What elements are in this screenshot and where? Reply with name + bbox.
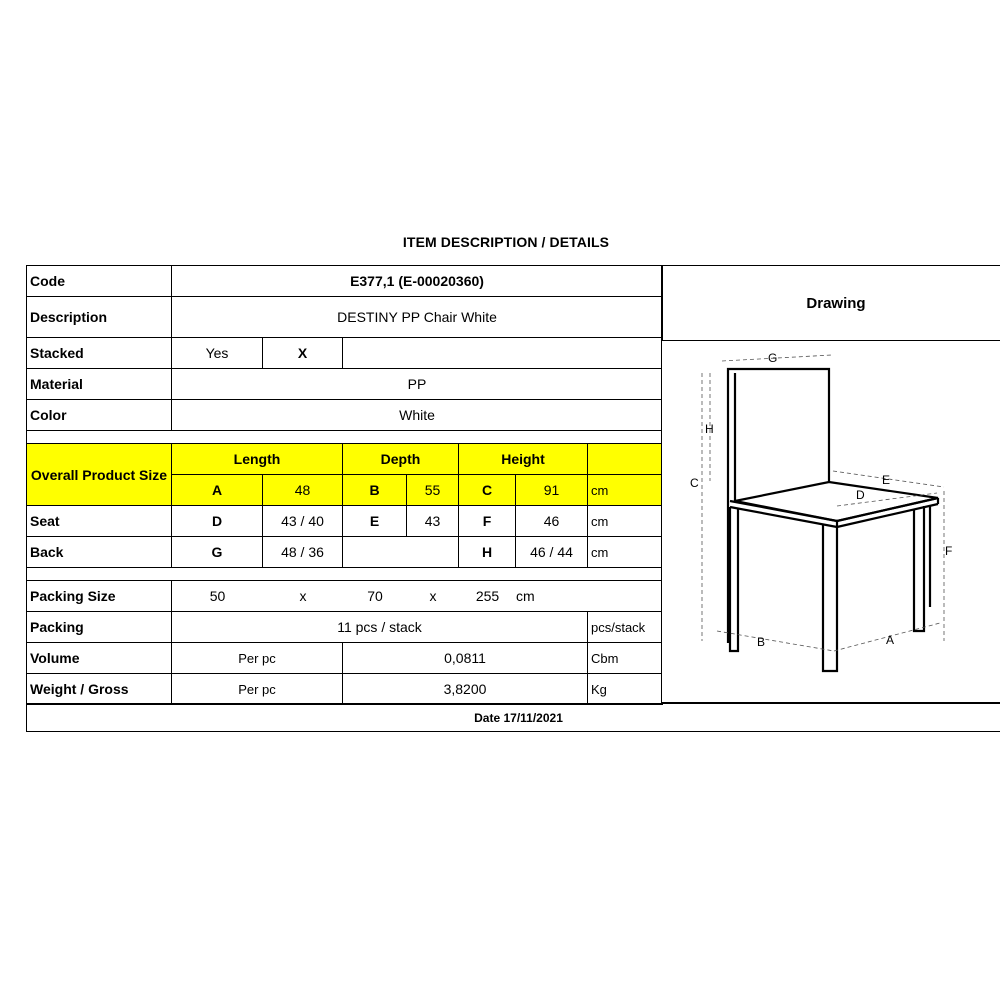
spacer-row xyxy=(27,568,663,581)
depth-header: Depth xyxy=(343,444,459,475)
packing-size-sep-2: x xyxy=(429,588,437,604)
code-value: E377,1 (E-00020360) xyxy=(172,266,663,297)
dim-e-letter: E xyxy=(343,506,407,537)
dim-d-value: 43 / 40 xyxy=(263,506,343,537)
chair-drawing xyxy=(662,341,1000,702)
overall-unit: cm xyxy=(588,475,663,506)
chair-outline xyxy=(728,369,938,671)
spacer-row xyxy=(27,431,663,444)
drawing-label-e: E xyxy=(882,473,891,487)
dim-h-letter: H xyxy=(459,537,516,568)
weight-label: Weight / Gross xyxy=(27,674,172,705)
stacked-label: Stacked xyxy=(27,338,172,369)
packing-unit: pcs/stack xyxy=(588,612,663,643)
dim-c-value: 91 xyxy=(516,475,588,506)
volume-label: Volume xyxy=(27,643,172,674)
overall-size-label: Overall Product Size xyxy=(27,444,172,506)
length-header: Length xyxy=(172,444,343,475)
drawing-label-g: G xyxy=(768,351,778,365)
volume-value: 0,0811 xyxy=(343,643,588,674)
volume-unit: Cbm xyxy=(588,643,663,674)
packing-size-values xyxy=(172,581,663,612)
back-empty-cell xyxy=(343,537,459,568)
packing-size-length: 50 xyxy=(209,588,226,604)
weight-unit: Kg xyxy=(588,674,663,705)
packing-label: Packing xyxy=(27,612,172,643)
weight-value: 3,8200 xyxy=(343,674,588,705)
dim-b-value: 55 xyxy=(407,475,459,506)
date-footer: Date 17/11/2021 xyxy=(26,703,1000,732)
packing-size-width: 70 xyxy=(367,588,383,604)
drawing-panel xyxy=(661,265,1000,703)
dim-b-letter: B xyxy=(343,475,407,506)
dim-g-letter: G xyxy=(172,537,263,568)
color-label: Color xyxy=(27,400,172,431)
back-label: Back xyxy=(27,537,172,568)
code-label: Code xyxy=(27,266,172,297)
packing-value: 11 pcs / stack xyxy=(172,612,588,643)
stacked-empty xyxy=(343,338,663,369)
stacked-mark: X xyxy=(263,338,343,369)
dim-a-letter: A xyxy=(172,475,263,506)
drawing-label-d: D xyxy=(856,488,865,502)
stacked-yes: Yes xyxy=(172,338,263,369)
material-label: Material xyxy=(27,369,172,400)
details-table xyxy=(26,265,662,703)
drawing-label-h: H xyxy=(705,422,714,436)
drawing-label-a: A xyxy=(886,633,895,647)
packing-size-sep-1: x xyxy=(299,588,307,604)
volume-per: Per pc xyxy=(172,643,343,674)
dim-e-value: 43 xyxy=(407,506,459,537)
seat-unit: cm xyxy=(588,506,663,537)
dim-a-value: 48 xyxy=(263,475,343,506)
packing-size-label: Packing Size xyxy=(27,581,172,612)
dim-c-letter: C xyxy=(459,475,516,506)
material-value: PP xyxy=(172,369,663,400)
seat-label: Seat xyxy=(27,506,172,537)
height-header: Height xyxy=(459,444,588,475)
description-label: Description xyxy=(27,297,172,338)
color-value: White xyxy=(172,400,663,431)
weight-per: Per pc xyxy=(172,674,343,705)
dim-f-letter: F xyxy=(459,506,516,537)
packing-size-unit: cm xyxy=(516,588,535,604)
back-unit: cm xyxy=(588,537,663,568)
drawing-label-b: B xyxy=(757,635,766,649)
description-value: DESTINY PP Chair White xyxy=(172,297,663,338)
drawing-label-c: C xyxy=(690,476,699,490)
drawing-label-f: F xyxy=(945,544,953,558)
dim-d-letter: D xyxy=(172,506,263,537)
drawing-area xyxy=(662,341,1000,702)
packing-size-height: 255 xyxy=(475,588,500,604)
document-title: ITEM DESCRIPTION / DETAILS xyxy=(402,234,610,250)
dim-h-value: 46 / 44 xyxy=(516,537,588,568)
dim-g-value: 48 / 36 xyxy=(263,537,343,568)
dim-f-value: 46 xyxy=(516,506,588,537)
drawing-header: Drawing xyxy=(662,266,1000,341)
header-empty-cell xyxy=(588,444,663,475)
